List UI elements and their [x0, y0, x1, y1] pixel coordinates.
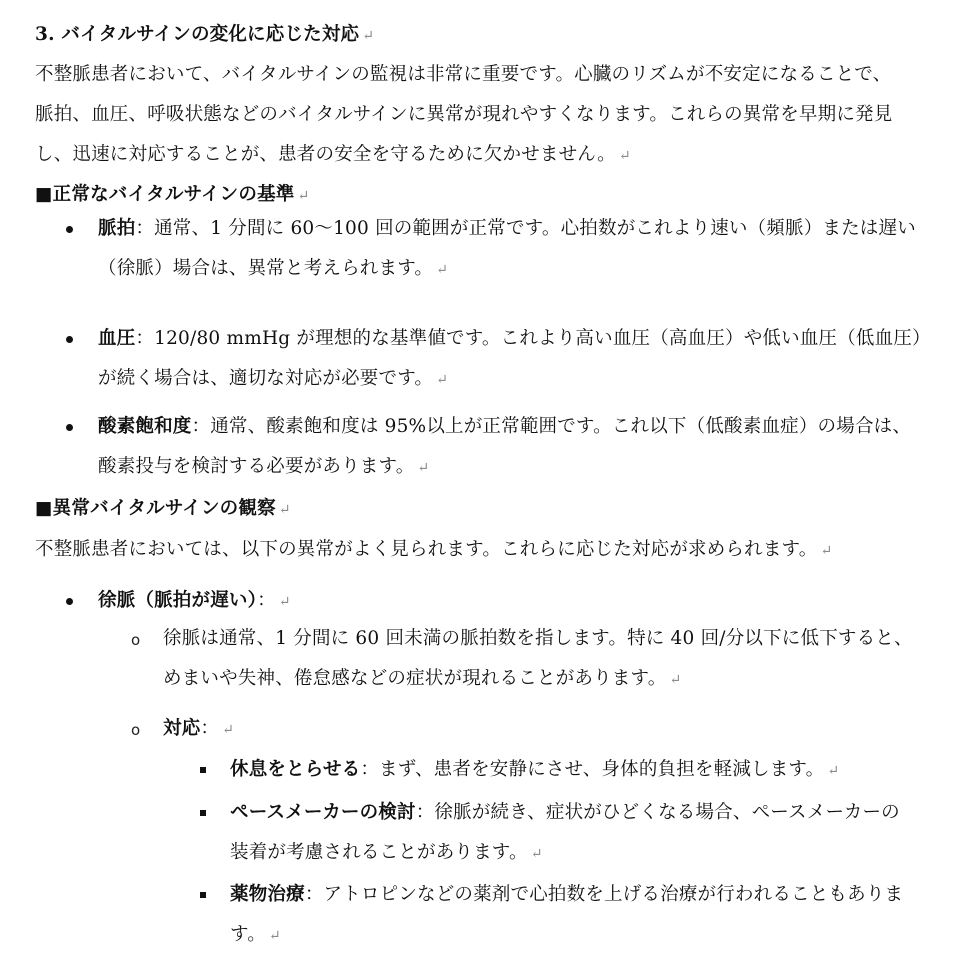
- action-rest: 休息をとらせる：まず、患者を安静にさせ、身体的負担を軽減します。 ↵: [230, 759, 840, 780]
- normal-item-pulse: 脈拍：通常、1 分間に 60～100 回の範囲が正常です。心拍数がこれより速い（頻脈）または遅い: [98, 218, 916, 239]
- bullet-icon: [66, 226, 73, 233]
- square-bullet-icon: [200, 892, 206, 898]
- bradycardia-heading: 徐脈（脈拍が遅い）： ↵: [98, 590, 291, 611]
- normal-item-blood-pressure-cont: が続く場合は、適切な対応が必要です。 ↵: [98, 368, 449, 389]
- intro-line-3: し、迅速に対応することが、患者の安全を守るために欠かせません。 ↵: [35, 144, 631, 165]
- bradycardia-description: 徐脈は通常、1 分間に 60 回未満の脈拍数を指します。特に 40 回/分以下に低下すると、: [163, 628, 913, 649]
- action-medication-cont: す。 ↵: [230, 924, 281, 945]
- intro-line-1: 不整脈患者において、バイタルサインの監視は非常に重要です。心臓のリズムが不安定になることで、: [35, 64, 892, 85]
- action-medication: 薬物治療：アトロピンなどの薬剤で心拍数を上げる治療が行われることもありま: [230, 884, 904, 905]
- normal-vitals-heading: ■正常なバイタルサインの基準 ↵: [35, 184, 310, 205]
- bradycardia-description-cont: めまいや失神、倦怠感などの症状が現れることがあります。 ↵: [163, 668, 682, 689]
- sub-bullet-icon: o: [131, 721, 141, 739]
- section-title-text: 3. バイタルサインの変化に応じた対応: [35, 24, 360, 45]
- abnormal-vitals-heading: ■異常バイタルサインの観察 ↵: [35, 498, 291, 519]
- action-pacemaker-cont: 装着が考慮されることがあります。 ↵: [230, 842, 543, 863]
- normal-item-oxygen-saturation-cont: 酸素投与を検討する必要があります。 ↵: [98, 456, 430, 477]
- bullet-icon: [66, 336, 73, 343]
- paragraph-mark: ↵: [362, 28, 375, 44]
- sub-bullet-icon: o: [131, 631, 141, 649]
- abnormal-vitals-intro: 不整脈患者においては、以下の異常がよく見られます。これらに応じた対応が求められます。 ↵: [35, 539, 833, 560]
- square-bullet-icon: [200, 767, 206, 773]
- response-label: 対応： ↵: [163, 718, 235, 739]
- bullet-icon: [66, 424, 73, 431]
- square-bullet-icon: [200, 810, 206, 816]
- section-title: [35, 22, 374, 49]
- normal-item-oxygen-saturation: 酸素飽和度：通常、酸素飽和度は 95%以上が正常範囲です。これ以下（低酸素血症）の場合は、: [98, 416, 912, 437]
- action-pacemaker: ペースメーカーの検討：徐脈が続き、症状がひどくなる場合、ペースメーカーの: [230, 802, 900, 823]
- normal-item-blood-pressure: 血圧：120/80 mmHg が理想的な基準値です。これより高い血圧（高血圧）や低い血圧（低血圧）: [98, 328, 931, 349]
- intro-line-2: 脈拍、血圧、呼吸状態などのバイタルサインに異常が現れやすくなります。これらの異常を早期に発見: [35, 104, 893, 125]
- normal-item-pulse-cont: （徐脈）場合は、異常と考えられます。 ↵: [98, 258, 449, 279]
- bullet-icon: [66, 598, 73, 605]
